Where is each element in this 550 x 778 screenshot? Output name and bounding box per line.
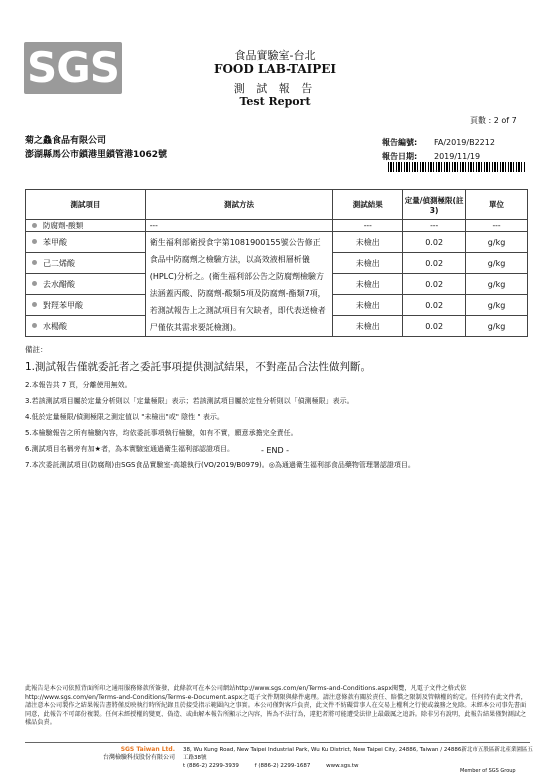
cell-item: 苯甲酸 — [43, 237, 67, 247]
bullet-icon — [32, 260, 37, 265]
page-number: 頁數 : 2 of 7 — [470, 116, 517, 125]
cell-limit: 0.02 — [403, 274, 466, 295]
note-4: 4.低於定量極限/偵測極限之測定值以 "未檢出"或" 陰性 " 表示。 — [25, 413, 224, 421]
bullet-icon — [32, 281, 37, 286]
table-row — [26, 220, 528, 232]
fax: f (886-2) 2299-1687 — [254, 763, 311, 769]
cell-item: 去水醋酸 — [43, 279, 75, 289]
client-block — [25, 134, 167, 162]
note-2: 2.本報告共 7 頁，分離使用無效。 — [25, 381, 132, 389]
col-header-item: 測試項目 — [26, 190, 146, 220]
cell-result: 未檢出 — [333, 295, 403, 316]
notes-title: 備註： — [25, 345, 48, 354]
lab-name-zh: 食品實驗室-台北 — [234, 49, 316, 62]
cell-item: 己二烯酸 — [43, 258, 75, 268]
cell-result: 未檢出 — [333, 232, 403, 253]
cell-unit: g/kg — [466, 253, 528, 274]
client-name: 菊之鱻食品有限公司 — [25, 136, 107, 146]
footer-disclaimer: 此報告是本公司依照背面所印之通用服務條款所簽發，此條款可在本公司網站http://www.sgs.com/en/Terms-and-Conditions.aspx閱覽，凡電子文件之格式依http://www.sgs.com/en/Terms-and-Conditions/Terms-e-Document.aspx之電子文件期限與條件處理。請注意條款有關於責任、賠償之限制及管轄權的約定。任何持有此文件者，請注意本公司製作之結果報告書將僅反映執行時所紀錄且於接受指示範圍內之事實。本公司僅對客戶負責，此文件不妨礙當事人在交易上權利之行使或義務之免除。未經本公司事先書面同意，此報告不可部份複製。任何未經授權的變更、偽造、或曲解本報告所顯示之內容，皆為不法行為，違犯者將可能遭受法律上最嚴厲之追訴。除非另有說明，此報告結果僅對測試之樣品負責。 — [25, 685, 527, 727]
report-title-en: Test Report — [239, 95, 311, 108]
cell-item: 對羥苯甲酸 — [43, 300, 83, 310]
note-6: 6.測試項目名稱旁有加★者，為本實驗室通過衛生福利部認證項目。 — [25, 445, 234, 453]
cell-unit: --- — [466, 220, 528, 232]
cell-limit: 0.02 — [403, 253, 466, 274]
footer-address — [183, 746, 533, 770]
website: www.sgs.tw — [326, 763, 359, 769]
cell-result: 未檢出 — [333, 316, 403, 337]
member-of-sgs-group: Member of SGS Group — [460, 768, 516, 774]
table-row — [26, 232, 528, 253]
results-table — [25, 189, 528, 337]
bullet-icon — [32, 223, 37, 228]
barcode — [388, 162, 526, 172]
footer-company — [75, 746, 175, 762]
cell-result: 未檢出 — [333, 274, 403, 295]
bullet-icon — [32, 239, 37, 244]
bullet-icon — [32, 323, 37, 328]
report-no-label: 報告編號: — [382, 138, 418, 147]
note-3: 3.若該測試項目屬於定量分析則以「定量極限」表示；若該測試項目屬於定性分析則以「偵測極限」表示。 — [25, 397, 354, 405]
note-7: 7.本次委託測試項目(防腐劑)由SGS食品實驗室-高雄執行(VO/2019/B0979)。◎為通過衛生福利部食品藥物管理署認證項目。 — [25, 461, 415, 469]
phone: t (886-2) 2299-3939 — [183, 763, 239, 769]
client-address: 澎湖縣馬公市鎖港里鎖管港1062號 — [25, 150, 168, 160]
cell-item: 水楊酸 — [43, 321, 67, 331]
company-en: SGS Taiwan Ltd. — [120, 746, 175, 753]
note-5: 5.本檢驗報告之所有檢驗內容，均依委託事項執行檢驗，如有不實，願意承擔完全責任。 — [25, 429, 298, 437]
bullet-icon — [32, 302, 37, 307]
cell-item: 防腐劑-酸類 — [43, 221, 84, 230]
end-marker: - END - — [260, 446, 290, 455]
cell-limit: 0.02 — [403, 295, 466, 316]
address-text: 38, Wu Kung Road, New Taipei Industrial Park, Wu Ku District, New Taipei City, 24886, Taiwan / 24886新北市五股區新北產業園區五工路38號 — [183, 747, 533, 761]
report-date: 2019/11/19 — [434, 152, 481, 161]
lab-name-en: FOOD LAB-TAIPEI — [213, 62, 337, 76]
col-header-limit: 定量/偵測極限(註3) — [403, 190, 466, 220]
cell-unit: g/kg — [466, 274, 528, 295]
cell-result: 未檢出 — [333, 253, 403, 274]
col-header-unit: 單位 — [466, 190, 528, 220]
table-header-row — [26, 190, 528, 220]
report-no: FA/2019/B2212 — [434, 138, 495, 147]
report-date-label: 報告日期: — [382, 152, 418, 161]
cell-result: --- — [333, 220, 403, 232]
cell-unit: g/kg — [466, 316, 528, 337]
company-zh: 台灣檢驗科技股份有限公司 — [102, 754, 175, 761]
cell-limit: 0.02 — [403, 232, 466, 253]
cell-method: --- — [145, 220, 333, 232]
note-1: 1.測試報告僅就委託者之委託事項提供測試結果，不對產品合法性做判斷。 — [25, 361, 372, 373]
col-header-result: 測試結果 — [333, 190, 403, 220]
report-meta — [382, 136, 495, 164]
sgs-logo: SGS — [24, 42, 122, 94]
cell-unit: g/kg — [466, 295, 528, 316]
cell-limit: --- — [403, 220, 466, 232]
footer-bar — [25, 742, 533, 769]
report-title-zh: 測 試 報 告 — [233, 82, 317, 95]
cell-limit: 0.02 — [403, 316, 466, 337]
col-header-method: 測試方法 — [145, 190, 333, 220]
cell-method-description: 衛生福利部衛授食字第1081900155號公告修正食品中防腐劑之檢驗方法，以高效液相層析儀(HPLC)分析之。(衛生福利部公告之防腐劑檢驗方法涵蓋丙酸、防腐劑-酸類5項及防腐劑-酯類7項，若測試報告上之測試項目有欠缺者，即代表送檢者尸僅依其需求要託檢測)。 — [145, 232, 333, 337]
cell-unit: g/kg — [466, 232, 528, 253]
